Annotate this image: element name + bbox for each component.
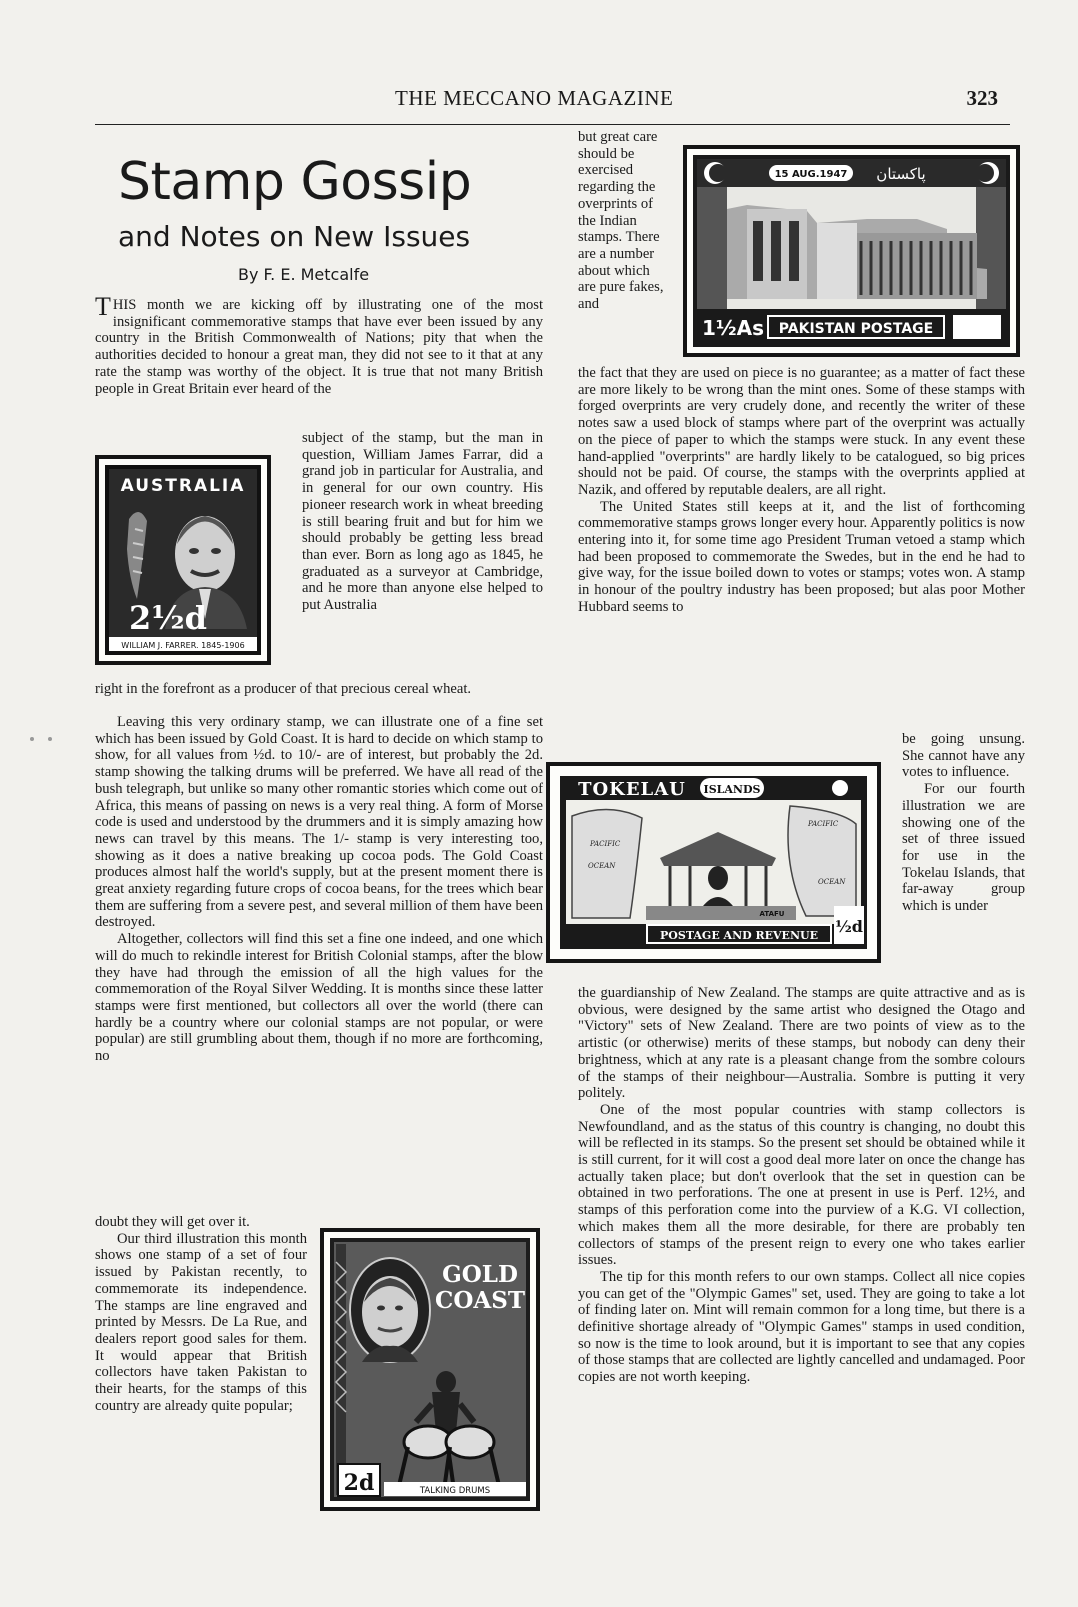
- australia-value: 2½d: [129, 599, 208, 637]
- map-label-ocean-right: OCEAN: [818, 878, 846, 886]
- australia-caption: WILLIAM J. FARRER. 1845-1906: [121, 641, 245, 650]
- tokelau-place: ATAFU: [759, 910, 785, 918]
- gold-coast-country-line1: GOLD: [442, 1261, 518, 1288]
- gold-coast-stamp-art: [324, 1232, 536, 1507]
- tokelau-label: POSTAGE AND REVENUE: [660, 929, 818, 942]
- print-speck: [48, 737, 52, 741]
- magazine-title: THE MECCANO MAGAZINE: [395, 86, 674, 110]
- tokelau-islands-label: ISLANDS: [703, 783, 761, 796]
- map-label-ocean-left: OCEAN: [588, 862, 616, 870]
- paragraph-gold-coast: Leaving this very ordinary stamp, we can illustrate one of a fine set which has been issued by Gold Coast. It is hard to decide on which stamp to show, for all values from ½d. to 10/- are of interest, but probably the 2d. stamp showing the talking drums will be preferred. We have all read of the bush telegraph, but unlike so many other romantic stories which come out of Africa, this means of passing on news is a very real thing. A form of Morse code is used and understood by the drummers and it is simply amazing how news can travel by this means. The 1/- stamp is very interesting too, showing as it does a native breaking up cocoa pods. The Gold Coast produces almost half the world's supply, but at the present moment there is great anxiety regarding future crops of cocoa beans, for the trees which bear them are suffering from a severe pest, and several million of them have been destroyed. Altogether, collectors will find this set a fine one indeed, and one which will do much to rekindle interest for British Colonial stamps, after the blow they have had through the emission of all the high values for the commemoration of the Royal Silver Wedding. It is months since these latter stamps were first mentioned, but collectors all over the world (there can hardly be a country where our colonial stamps are not popular, or were popular) are still grumbling about them, though if no more are forthcoming, no: [95, 714, 543, 1065]
- map-label-pacific-left: PACIFIC: [590, 840, 621, 848]
- paragraph-tokelau: the guardianship of New Zealand. The stamps are quite attractive and as is obvious, were designed by the same artist who designed the Otago and "Victory" sets of New Zealand. There are two points of view as to the artistic (or otherwise) merits of these stamps, but nobody can deny their brightness, which at any rate is a pleasant change from the sombre colours of the stamps of their neighbour—Australia. Sombre is putting it very politely. One of the most popular countries with stamp collectors is Newfoundland, and as the status of this country is changing, no doubt this will be reflected in its stamps. So the present set should be obtained while it is still current, for it will cost a good deal more later on once the change has actually taken place; but don't overlook that the set in question can be obtained in two perforations. The one at present in use is Perf. 12½, and stamps of this perforation come into the purview of a K.G. VI collection, which makes them all the more desirable, for there are probably ten collectors of stamps of the present reign to every one who takes earlier issues. The tip for this month refers to our own stamps. Collect all nice copies you can get of the "Olympic Games" set, used. They are going to take a lot of finding later on. Mint will remain common for a long time, but there is a definitive shortage already of "Olympic Games" stamps in used condition, so now is the time to look around, but it is important to see that any copies of those stamps that are collected are lightly cancelled and undamaged. Poor copies are not worth keeping.: [578, 985, 1025, 1386]
- page-header: [95, 84, 1010, 125]
- australia-stamp: [95, 455, 271, 665]
- print-speck: [30, 737, 34, 741]
- pakistan-label: PAKISTAN POSTAGE: [778, 321, 934, 337]
- article-byline: By F. E. Metcalfe: [238, 265, 370, 284]
- gold-coast-stamp: [320, 1228, 540, 1511]
- pakistan-urdu: پاکستان: [876, 165, 926, 183]
- gold-coast-caption: TALKING DRUMS: [419, 1486, 491, 1496]
- gold-coast-value: 2d: [343, 1470, 375, 1496]
- pakistan-value: 1½As: [701, 316, 765, 340]
- australia-stamp-art: [99, 459, 267, 661]
- page-number: 323: [966, 86, 998, 110]
- map-label-pacific-right: PACIFIC: [808, 820, 839, 828]
- article-subtitle: and Notes on New Issues: [118, 220, 471, 253]
- paragraph-pakistan: doubt they will get over it. Our third illustration this month shows one stamp of a set of four issued by Pakistan recently, to commemorate its independence. The stamps are line engraved and printed by Messrs. De La Rue, and dealers report good sales for them. It would appear that British collectors have taken Pakistan to their hearts, for the stamps of this country are already quite popular;: [95, 1214, 307, 1414]
- paragraph-intro-end: right in the forefront as a producer of that precious cereal wheat.: [95, 681, 472, 697]
- tokelau-value: ½d: [835, 917, 863, 936]
- pakistan-stamp-art: [687, 149, 1016, 353]
- tokelau-stamp-art: [550, 766, 877, 959]
- paragraph-tokelau-side: be going unsung. She cannot have any votes to influence. For our fourth illustration we are showing one of the set of three issued for use in the Tokelau Islands, that far-away group which is under: [902, 731, 1025, 915]
- pakistan-date: 15 AUG.1947: [774, 169, 848, 180]
- paragraph-overprints-start: but great care should be exercised regarding the overprints of the Indian stamps. There are a number about which are pure fakes, and: [578, 129, 664, 313]
- article-title: Stamp Gossip: [118, 152, 472, 212]
- paragraph-beside-australia: subject of the stamp, but the man in question, William James Farrar, did a grand job in particular for Australia, and in general for our own country. His pioneer research work in wheat breeding is still bearing fruit and but for him we should probably be getting less bread than ever. Born as long ago as 1845, he graduated as a surveyor at Cambridge, and he more than anyone else helped to put Australia: [302, 430, 543, 614]
- paragraph-overprints: the fact that they are used on piece is no guarantee; as a matter of fact these are more likely to be wrong than the mint ones. Some of these stamps with forged overprints are very crudely done, and recently the writer of these notes saw a used block of stamps where part of the overprint was actually on the piece of paper to which the stamps were stuck. In any event these hand-applied "overprints" are hardly likely to be catalogued, so big prices should not be paid. Of course, the stamps with the overprints applied at Nazik, and offered by reputable dealers, are all right. The United States still keeps at it, and the list of forthcoming commemorative stamps grows longer every hour. Apparently politics is now entering into it, for some time ago President Truman vetoed a stamp which had been proposed to commemorate the Swedes, but in the end he had to give way, for the issue boiled down to votes or stamps; votes won. A stamp in honour of the poultry industry has been proposed; but alas poor Mother Hubbard seems to: [578, 365, 1025, 615]
- australia-country-label: AUSTRALIA: [120, 476, 246, 496]
- drop-cap: T: [95, 292, 111, 321]
- paragraph-intro: THIS month we are kicking off by illustrating one of the most insignificant commemorative stamps that have ever been issued by any country in the British Commonwealth of Nations; pity that when the authorities decided to honour a great man, they did not see to it that at any rate the stamp was worthy of the object. It is true that not many British people in Great Britain ever heard of the: [95, 292, 543, 397]
- tokelau-country-label: TOKELAU: [578, 779, 686, 800]
- pakistan-stamp: [683, 145, 1020, 357]
- gold-coast-country-line2: COAST: [435, 1287, 525, 1314]
- tokelau-stamp: [546, 762, 881, 963]
